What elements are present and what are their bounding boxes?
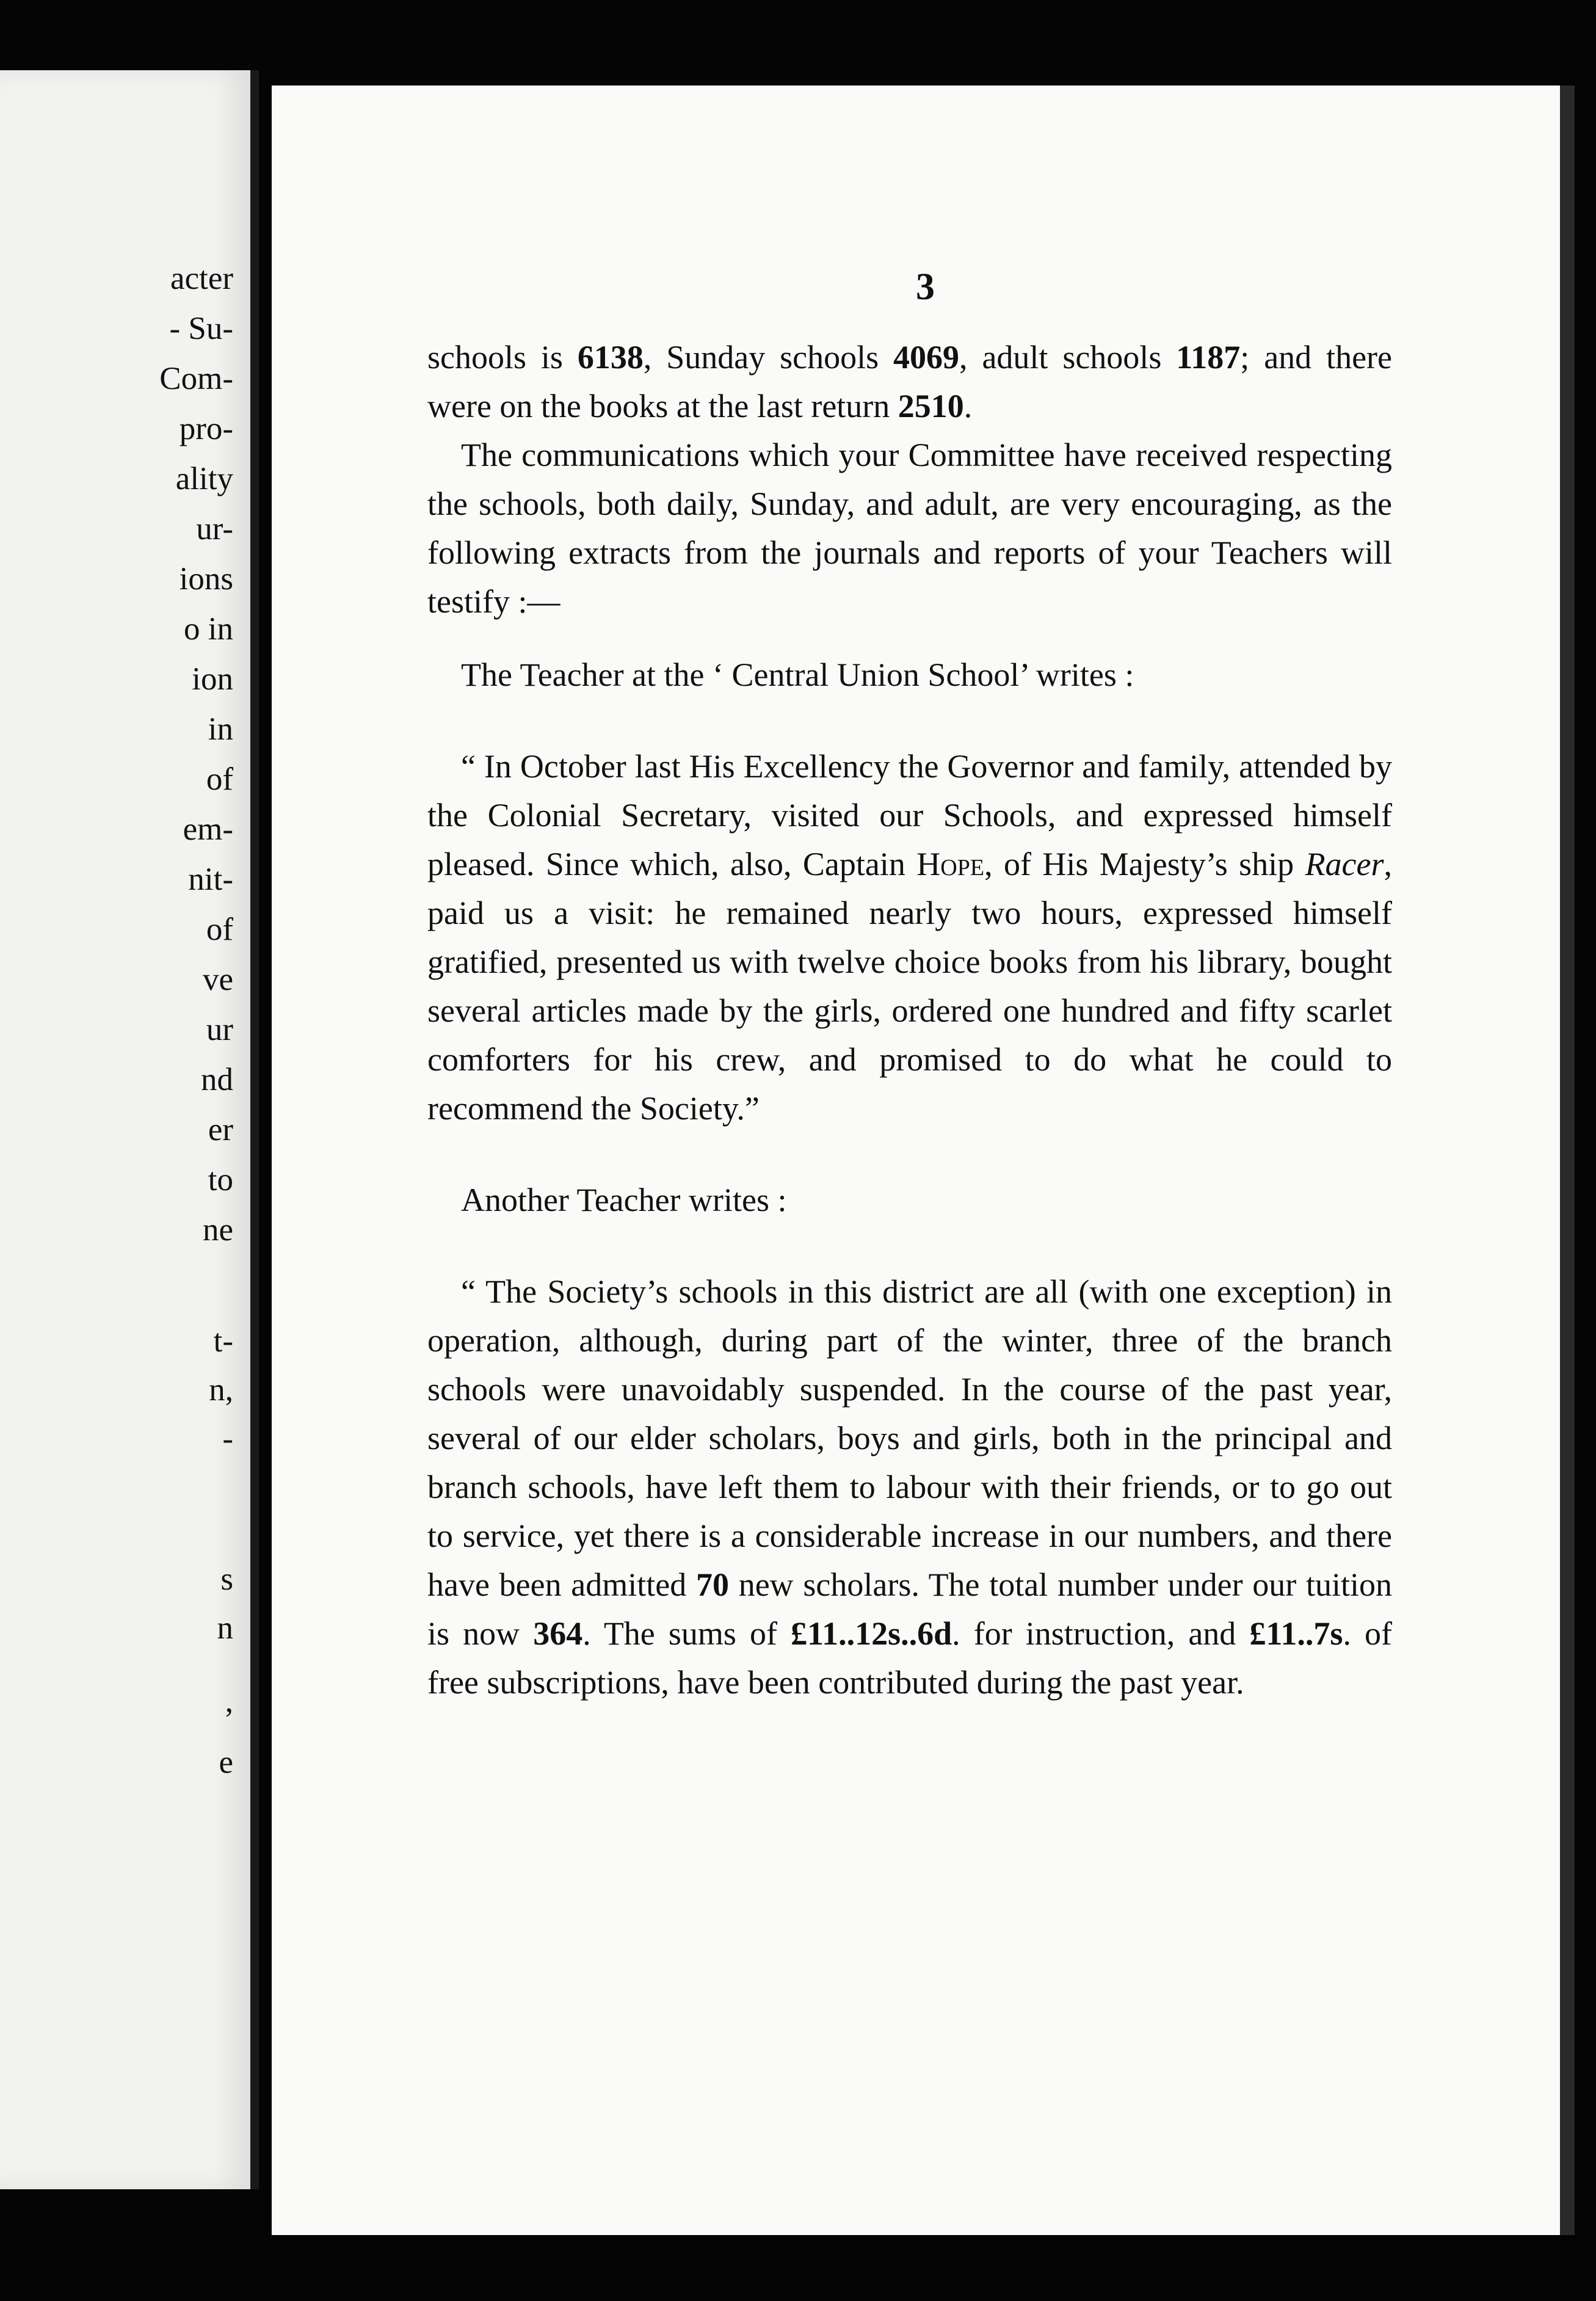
left-page-fragment: in <box>208 711 233 747</box>
left-page-fragment: s <box>220 1561 233 1597</box>
left-page-fragment: to <box>208 1162 233 1198</box>
captain-name: Hope <box>916 846 985 882</box>
left-page-fragment: ne <box>202 1212 233 1248</box>
page-number: 3 <box>916 266 935 308</box>
intro-paragraph: schools is 6138, Sunday schools 4069, adult schools 1187; and there were on the books at the last return 2510. <box>427 339 1392 424</box>
daily-schools-count: 6138 <box>577 339 644 376</box>
previous-page-fragment <box>0 70 259 2189</box>
left-page-fragment: ality <box>175 461 233 496</box>
left-page-fragment: - <box>222 1421 233 1456</box>
left-page-fragment: n <box>217 1610 233 1646</box>
total-count: 364 <box>533 1615 583 1652</box>
left-page-fragment: nit- <box>188 862 233 897</box>
admitted-count: 70 <box>695 1566 729 1603</box>
teacher2-heading: Another Teacher writes : <box>461 1182 787 1218</box>
quote1-paragraph: “ In October last His Excellency the Governor and family, attended by the Colonial Secretary, visited our Schools, and expressed himself pleased. Since which, also, Captain Hope, of His Majesty’s ship Racer, paid us a visit: he remained nearly two hours, expressed himself gratified, presented us with twelve choice books from his library, bought several articles made by the girls, ordered one hundred and fifty scarlet comforters for his crew, and promised to do what he could to recommend the Society.” <box>427 748 1392 1127</box>
left-page-fragment: t- <box>213 1323 233 1359</box>
sunday-schools-count: 4069 <box>893 339 960 376</box>
left-page-fragment: nd <box>201 1062 233 1097</box>
left-page-fragment: em- <box>183 812 233 847</box>
left-page-fragment: o in <box>184 611 233 647</box>
quote2-paragraph: “ The Society’s schools in this district are all (with one exception) in operation, although, during part of the winter, three of the branch schools were unavoidably suspended. In the course of the past year, several of our elder scholars, boys and girls, both in the principal and branch schools, have left them to labour with their friends, or to go out to service, yet there is a considerable increase in our numbers, and there have been admitted 70 new scholars. The total number under our tuition is now 364. The sums of £11..12s..6d. for instruction, and £11..7s. of free subscriptions, have been contributed during the past year. <box>427 1273 1393 1701</box>
left-page-fragment: pro- <box>179 411 233 446</box>
instruction-sum: £11..12s..6d <box>791 1615 952 1652</box>
left-page-fragment: ion <box>192 661 233 697</box>
left-page-fragment: of <box>206 762 233 797</box>
left-page-fragment: Com- <box>159 361 233 396</box>
left-page-fragment: acter <box>170 261 233 296</box>
teacher1-heading: The Teacher at the ‘ Central Union School’ writes : <box>461 656 1134 693</box>
left-page-fragment: er <box>208 1112 233 1147</box>
ship-name: Racer <box>1305 846 1384 882</box>
left-page-fragment: - Su- <box>169 311 233 346</box>
left-page-fragment: ions <box>179 561 233 597</box>
left-page-fragment: n, <box>209 1372 233 1408</box>
page-body <box>427 333 1392 1707</box>
left-page-fragment: ur- <box>196 511 233 547</box>
adult-schools-count: 1187 <box>1176 339 1241 376</box>
left-page-fragment: , <box>225 1684 233 1719</box>
left-page-fragment: ur <box>206 1012 233 1047</box>
books-return-count: 2510 <box>898 388 964 424</box>
left-page-fragment: of <box>206 912 233 947</box>
subscriptions-sum: £11..7s <box>1249 1615 1343 1652</box>
left-page-fragment: ve <box>202 962 233 997</box>
communications-paragraph: The communications which your Committee have received respecting the schools, both daily, Sunday, and adult, are very encouraging, as the following extracts from the journals and reports of your Teachers will testify :— <box>427 437 1392 620</box>
left-page-fragment: e <box>219 1745 233 1780</box>
